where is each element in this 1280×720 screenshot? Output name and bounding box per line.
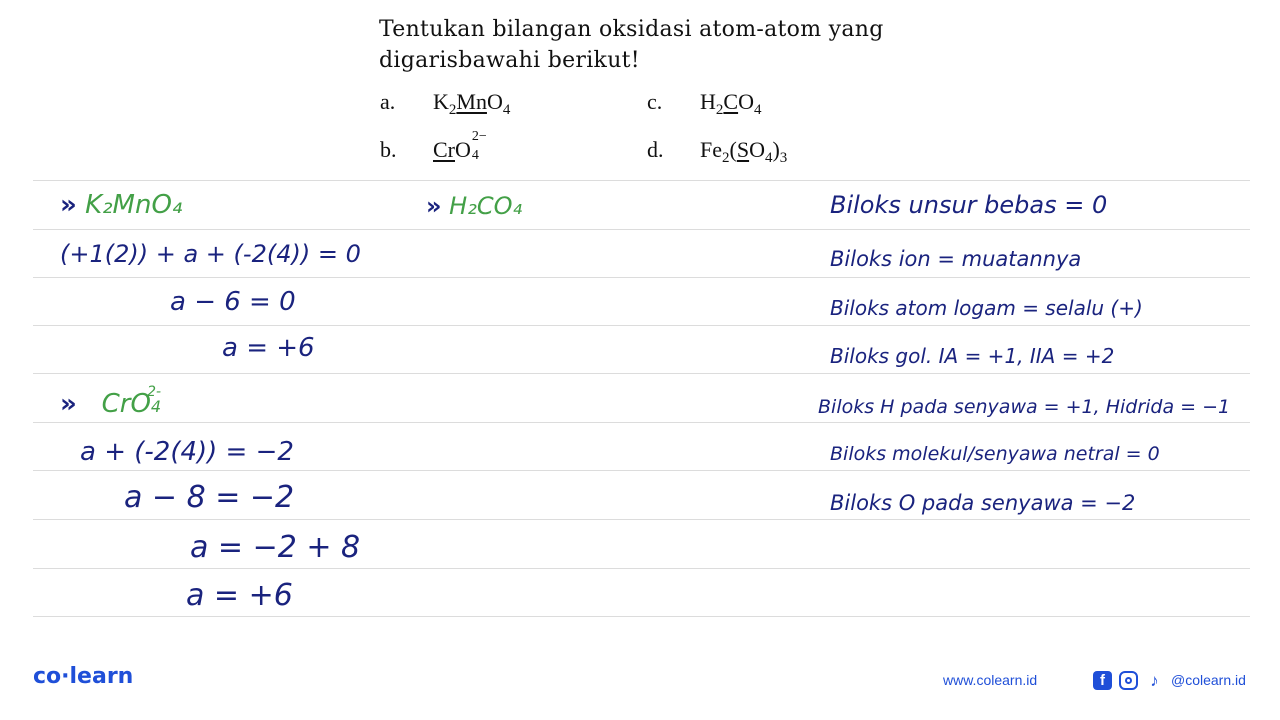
hw-step-7: a = +6 (186, 578, 293, 613)
option-b-label: b. (380, 137, 397, 162)
ruled-line (33, 180, 1250, 181)
option-c-formula: $H_2CO_4$ (700, 89, 762, 118)
ruled-line (33, 325, 1250, 326)
ruled-line (33, 422, 1250, 423)
hw-step-1: (+1(2)) + a + (-2(4)) = 0 (60, 240, 361, 268)
ruled-line (33, 519, 1250, 520)
instagram-icon[interactable] (1119, 671, 1138, 690)
hw-step-5: a − 8 = −2 (124, 480, 295, 515)
ruled-line (33, 616, 1250, 617)
ruled-line (33, 229, 1250, 230)
ruled-line (33, 373, 1250, 374)
hw-step-4: a + (-2(4)) = −2 (80, 437, 294, 467)
hw-rule-4: Biloks gol. IA = +1, IIA = +2 (830, 344, 1115, 368)
hw-step-2: a − 6 = 0 (170, 287, 296, 317)
hw-rule-6: Biloks molekul/senyawa netral = 0 (830, 443, 1160, 465)
hw-heading-cro4: » $CrO4^{2-}$ (60, 384, 162, 419)
social-links (1093, 669, 1246, 691)
question-text (379, 14, 939, 76)
tiktok-icon[interactable]: ♪ (1150, 670, 1159, 690)
hw-rule-7: Biloks O pada senyawa = −2 (830, 491, 1136, 515)
option-d-label: d. (647, 137, 664, 162)
question-line-2: digarisbawahi berikut! (379, 48, 640, 73)
hw-rule-1: Biloks unsur bebas = 0 (830, 191, 1108, 219)
social-handle[interactable]: @colearn.id (1171, 672, 1246, 688)
hw-rule-3: Biloks atom logam = selalu (+) (830, 296, 1143, 320)
hw-rule-2: Biloks ion = muatannya (830, 247, 1082, 271)
footer-url[interactable]: www.colearn.id (943, 672, 1038, 688)
option-a-label: a. (380, 89, 396, 114)
colearn-logo: co·learn (33, 664, 134, 689)
hw-heading-k2mno4: » K₂MnO₄ (60, 190, 183, 220)
option-a-formula: $K_2MnO_4$ (433, 89, 511, 118)
ruled-line (33, 470, 1250, 471)
facebook-icon[interactable]: f (1093, 671, 1112, 690)
hw-rule-5: Biloks H pada senyawa = +1, Hidrida = −1 (818, 396, 1231, 418)
question-line-1: Tentukan bilangan oksidasi atom-atom yang (379, 17, 884, 42)
hw-step-6: a = −2 + 8 (190, 530, 361, 565)
option-b-formula: CrO 2− 4 (433, 128, 487, 163)
option-d-formula: $Fe_2(SO_4)_3$ (700, 137, 788, 166)
ruled-line (33, 277, 1250, 278)
hw-step-3: a = +6 (222, 333, 315, 363)
ruled-line (33, 568, 1250, 569)
hw-heading-h2co4: » H₂CO₄ (426, 192, 523, 220)
option-c-label: c. (647, 89, 663, 114)
